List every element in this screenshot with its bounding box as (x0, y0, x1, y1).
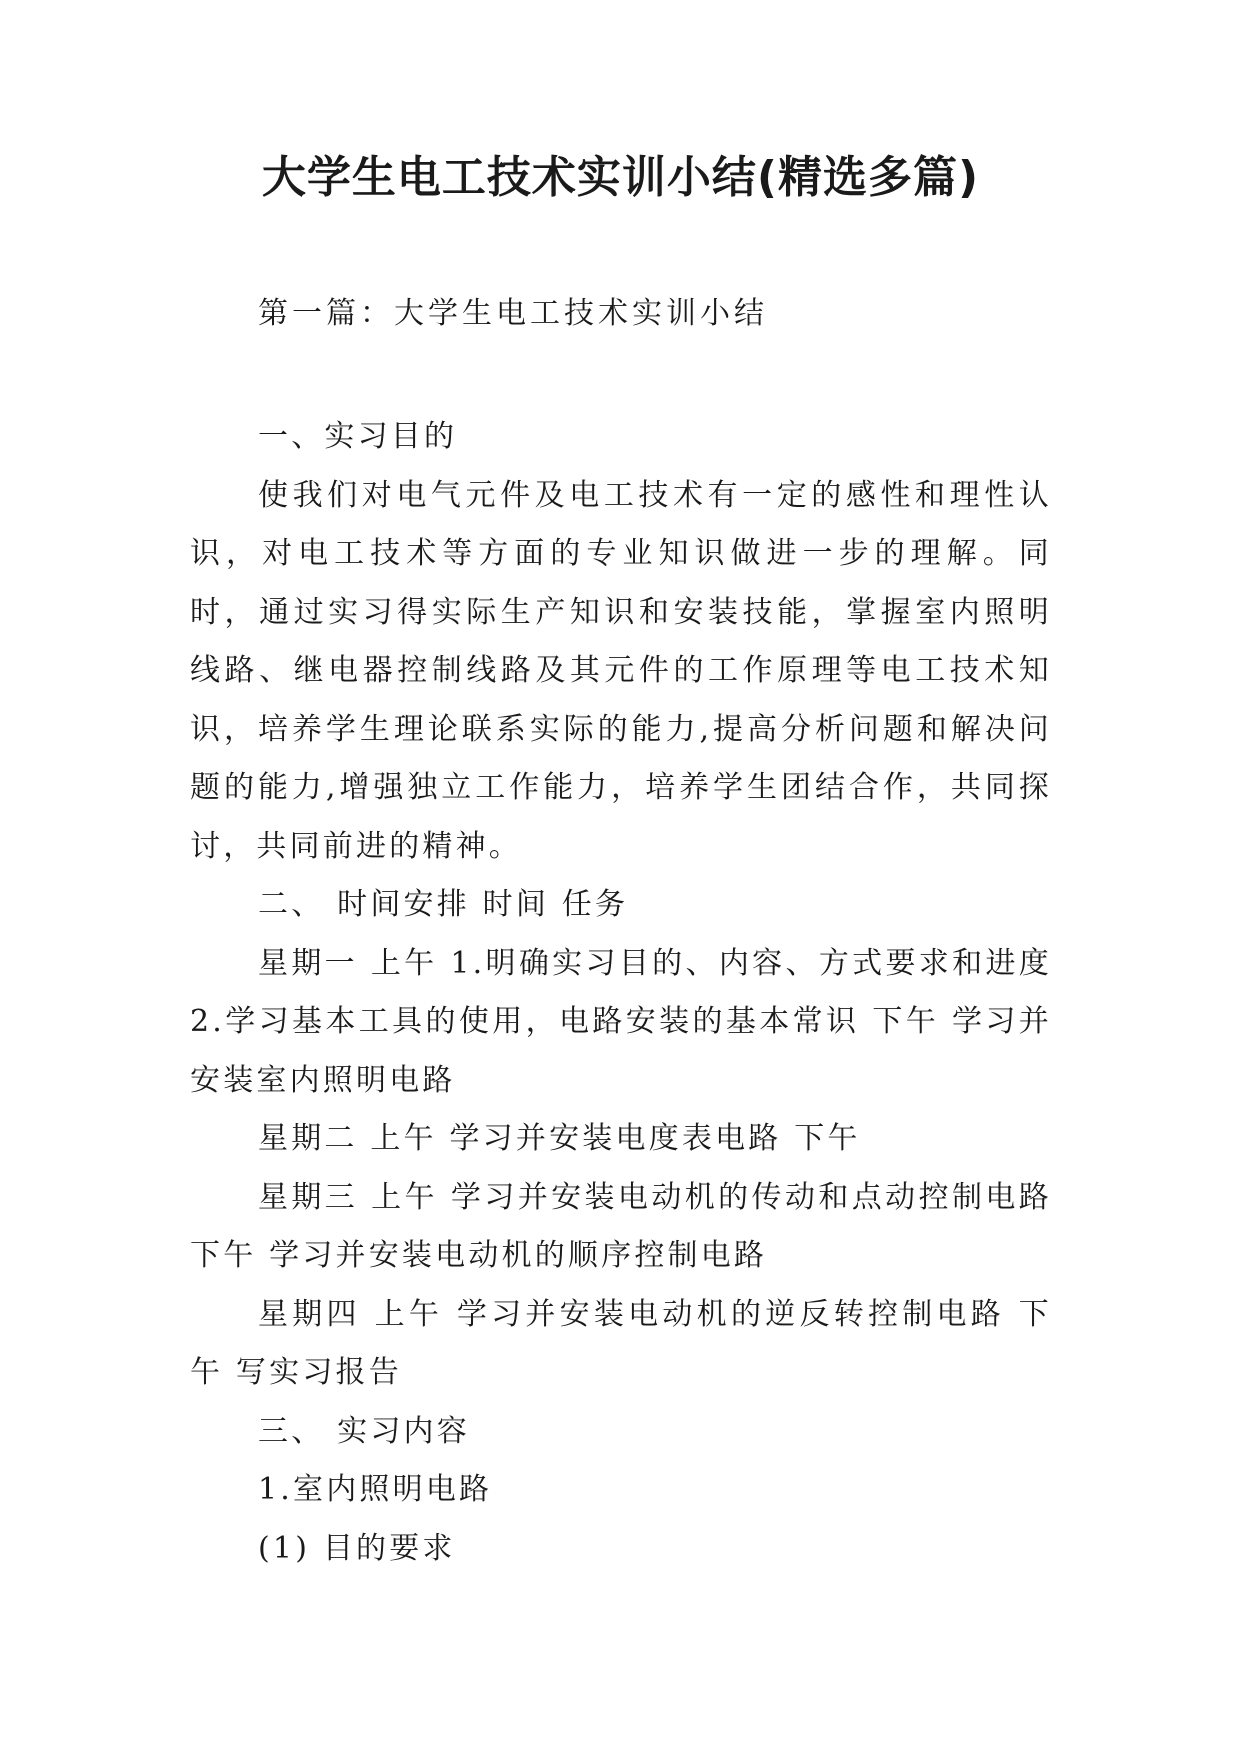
heading-requirements: (1) 目的要求 (258, 1530, 456, 1566)
document-body (190, 408, 1052, 1578)
heading-content: 三、 实习内容 (258, 1413, 470, 1449)
paragraph-purpose: 使我们对电气元件及电工技术有一定的感性和理性认识，对电工技术等方面的专业知识做进一步的理解。同时，通过实习得实际生产知识和安装技能，掌握室内照明线路、继电器控制线路及其元件的工作原理等电工技术知识，培养学生理论联系实际的能力,提高分析问题和解决问题的能力,增强独立工作能力，培养学生团结合作，共同探讨，共同前进的精神。 (190, 477, 1052, 864)
document-title: 大学生电工技术实训小结(精选多篇) (261, 152, 980, 203)
heading-lighting-circuit: 1.室内照明电路 (258, 1472, 493, 1507)
section-heading: 第一篇：大学生电工技术实训小结 (258, 296, 768, 331)
heading-purpose: 一、实习目的 (258, 419, 458, 454)
heading-schedule: 二、 时间安排 时间 任务 (258, 887, 629, 922)
schedule-thursday: 星期四 上午 学习并安装电动机的逆反转控制电路 下午 写实习报告 (190, 1296, 1052, 1390)
schedule-tuesday: 星期二 上午 学习并安装电度表电路 下午 (258, 1121, 861, 1156)
schedule-wednesday: 星期三 上午 学习并安装电动机的传动和点动控制电路 下午 学习并安装电动机的顺序控制电路 (190, 1179, 1052, 1273)
schedule-monday: 星期一 上午 1.明确实习目的、内容、方式要求和进度 2.学习基本工具的使用，电路安装的基本常识 下午 学习并安装室内照明电路 (190, 945, 1052, 1098)
